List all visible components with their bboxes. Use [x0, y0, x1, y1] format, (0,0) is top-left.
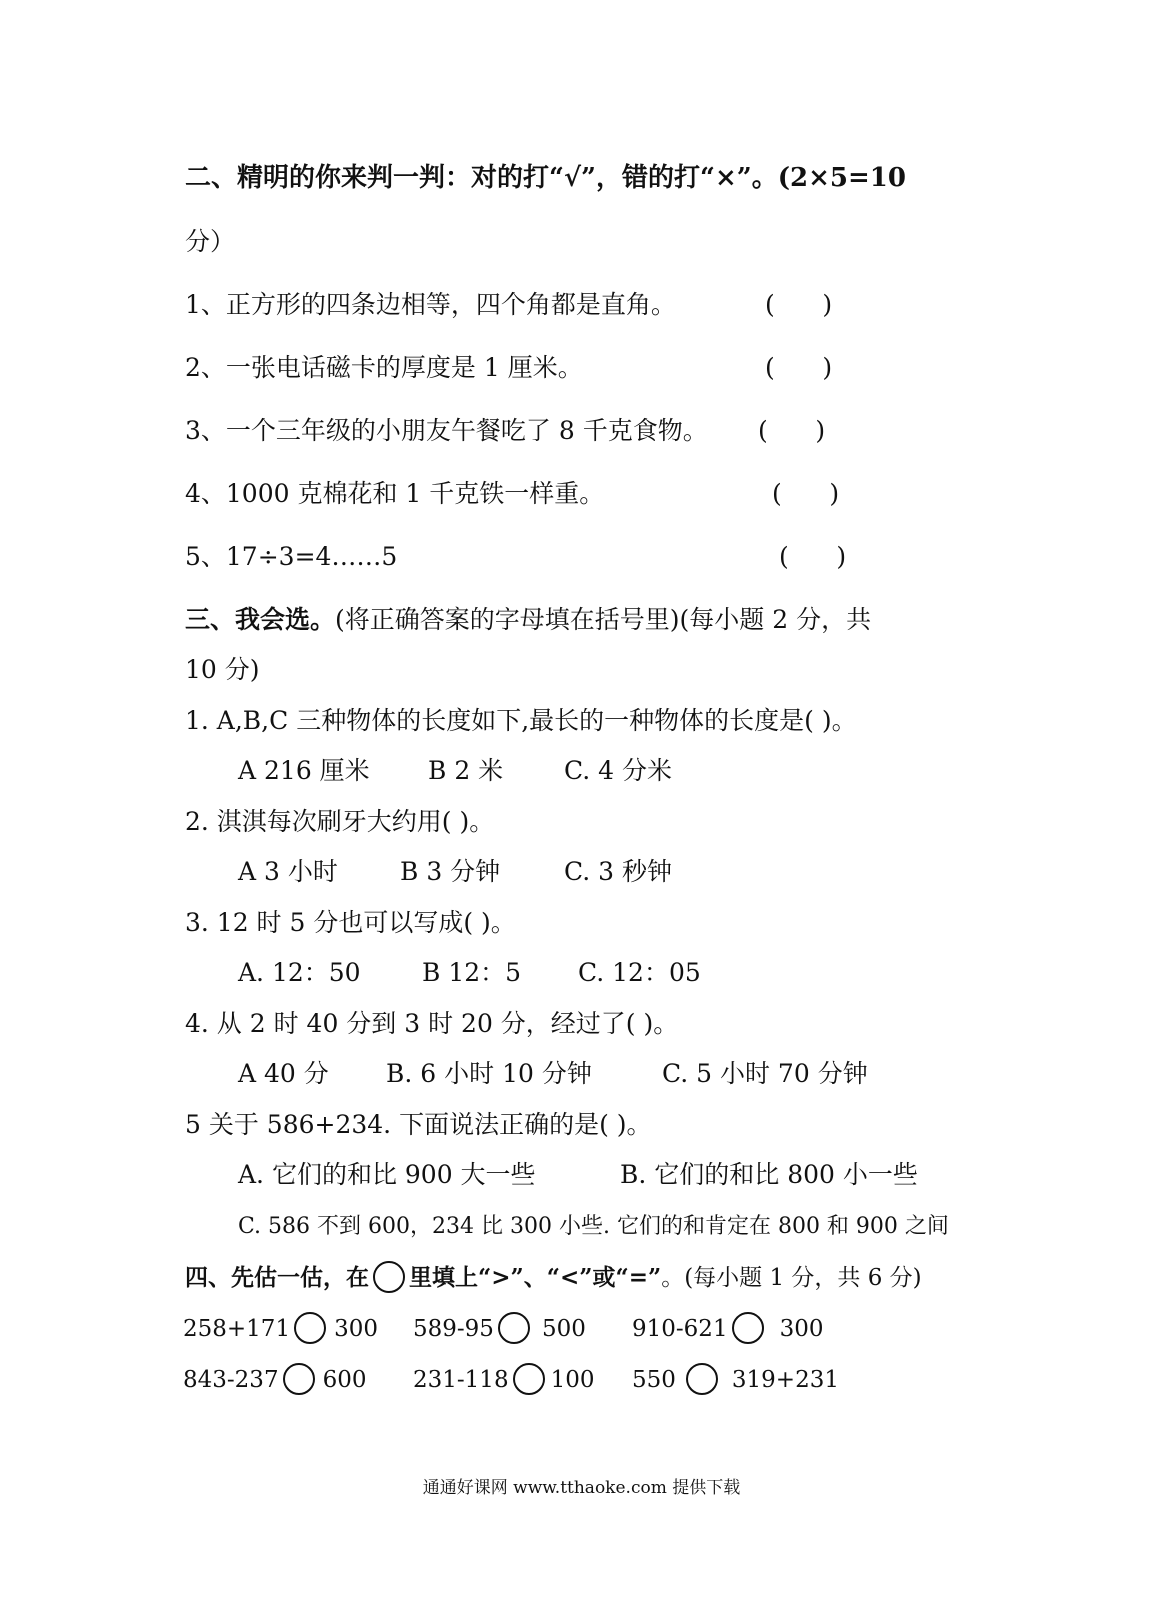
section4-title-b: 里填上“>”、“<”或“=”: [409, 1264, 662, 1291]
q3-option-b: B 12：5: [422, 958, 522, 987]
section2-title: 二、精明的你来判一判：对的打“√”，错的打“×”。(2×5=10: [185, 163, 906, 193]
compare-left: 843-237: [183, 1367, 279, 1393]
q4-option-c: C. 5 小时 70 分钟: [662, 1059, 868, 1088]
compare-right: 300: [334, 1316, 378, 1342]
choice-question-3: 3. 12 时 5 分也可以写成( )。: [185, 908, 516, 937]
compare-circle[interactable]: [498, 1312, 530, 1344]
answer-paren-3[interactable]: ( ): [758, 416, 826, 445]
section4-title-c: 。(每小题 1 分，共 6 分): [661, 1265, 922, 1291]
section2-title-cont: 分）: [185, 227, 236, 256]
choice-question-2: 2. 淇淇每次刷牙大约用( )。: [185, 807, 495, 836]
q5-option-a: A. 它们的和比 900 大一些: [238, 1160, 536, 1189]
choice-question-1: 1. A,B,C 三种物体的长度如下,最长的一种物体的长度是( )。: [185, 706, 857, 735]
compare-left: 910-621: [632, 1316, 728, 1342]
q1-option-a: A 216 厘米: [238, 756, 370, 785]
compare-item: [632, 1364, 839, 1397]
compare-right: 500: [541, 1316, 586, 1342]
q5-option-c: C. 586 不到 600，234 比 300 小些. 它们的和肯定在 800 和 900 之间: [238, 1214, 949, 1239]
q2-option-a: A 3 小时: [238, 857, 338, 886]
judge-item-4: 4、1000 克棉花和 1 千克铁一样重。: [185, 479, 605, 508]
judge-item-1: 1、正方形的四条边相等，四个角都是直角。: [185, 290, 676, 319]
compare-left: 258+171: [183, 1316, 291, 1342]
answer-paren-1[interactable]: ( ): [765, 290, 833, 319]
compare-circle[interactable]: [686, 1363, 718, 1395]
q3-option-a: A. 12：50: [238, 958, 361, 987]
footer-credit: 通通好课网 www.tthaoke.com 提供下载: [422, 1478, 741, 1498]
compare-circle[interactable]: [732, 1312, 764, 1344]
section3-title-bold: 三、我会选。: [185, 605, 336, 634]
compare-item: [183, 1364, 366, 1397]
compare-right: 319+231: [731, 1367, 839, 1393]
compare-left: 589-95: [413, 1316, 494, 1342]
answer-paren-5[interactable]: ( ): [779, 542, 847, 571]
compare-item: [413, 1313, 586, 1346]
compare-circle[interactable]: [283, 1363, 315, 1395]
compare-right: 600: [322, 1367, 367, 1393]
compare-circle[interactable]: [294, 1312, 326, 1344]
judge-item-3: 3、一个三年级的小朋友午餐吃了 8 千克食物。: [185, 416, 708, 445]
q4-option-a: A 40 分: [238, 1059, 329, 1088]
compare-right: 100: [550, 1367, 595, 1393]
q3-option-c: C. 12：05: [578, 958, 701, 987]
q2-option-c: C. 3 秒钟: [564, 857, 672, 886]
section4-title: [185, 1262, 922, 1295]
compare-item: [632, 1313, 823, 1346]
compare-left: 550: [632, 1367, 676, 1393]
section4-title-a: 四、先估一估，在: [185, 1264, 369, 1291]
compare-item: [183, 1313, 378, 1346]
q2-option-b: B 3 分钟: [400, 857, 501, 886]
choice-question-4: 4. 从 2 时 40 分到 3 时 20 分，经过了( )。: [185, 1009, 679, 1038]
choice-question-5: 5 关于 586+234. 下面说法正确的是( )。: [185, 1110, 652, 1139]
answer-paren-4[interactable]: ( ): [772, 479, 840, 508]
q4-option-b: B. 6 小时 10 分钟: [386, 1059, 592, 1088]
judge-item-5: 5、17÷3=4……5: [185, 542, 398, 571]
judge-item-2: 2、一张电话磁卡的厚度是 1 厘米。: [185, 353, 583, 382]
compare-circle[interactable]: [513, 1363, 545, 1395]
section3-title-rest: (将正确答案的字母填在括号里)(每小题 2 分，共: [335, 605, 872, 634]
q5-option-b: B. 它们的和比 800 小一些: [620, 1160, 918, 1189]
section3-title-cont: 10 分): [185, 655, 260, 684]
compare-right: 300: [779, 1316, 824, 1342]
compare-item: [413, 1364, 594, 1397]
compare-left: 231-118: [413, 1367, 509, 1393]
circle-icon: [373, 1261, 405, 1293]
section3-title: [185, 604, 871, 636]
q1-option-c: C. 4 分米: [564, 756, 672, 785]
answer-paren-2[interactable]: ( ): [765, 353, 833, 382]
q1-option-b: B 2 米: [428, 756, 504, 785]
